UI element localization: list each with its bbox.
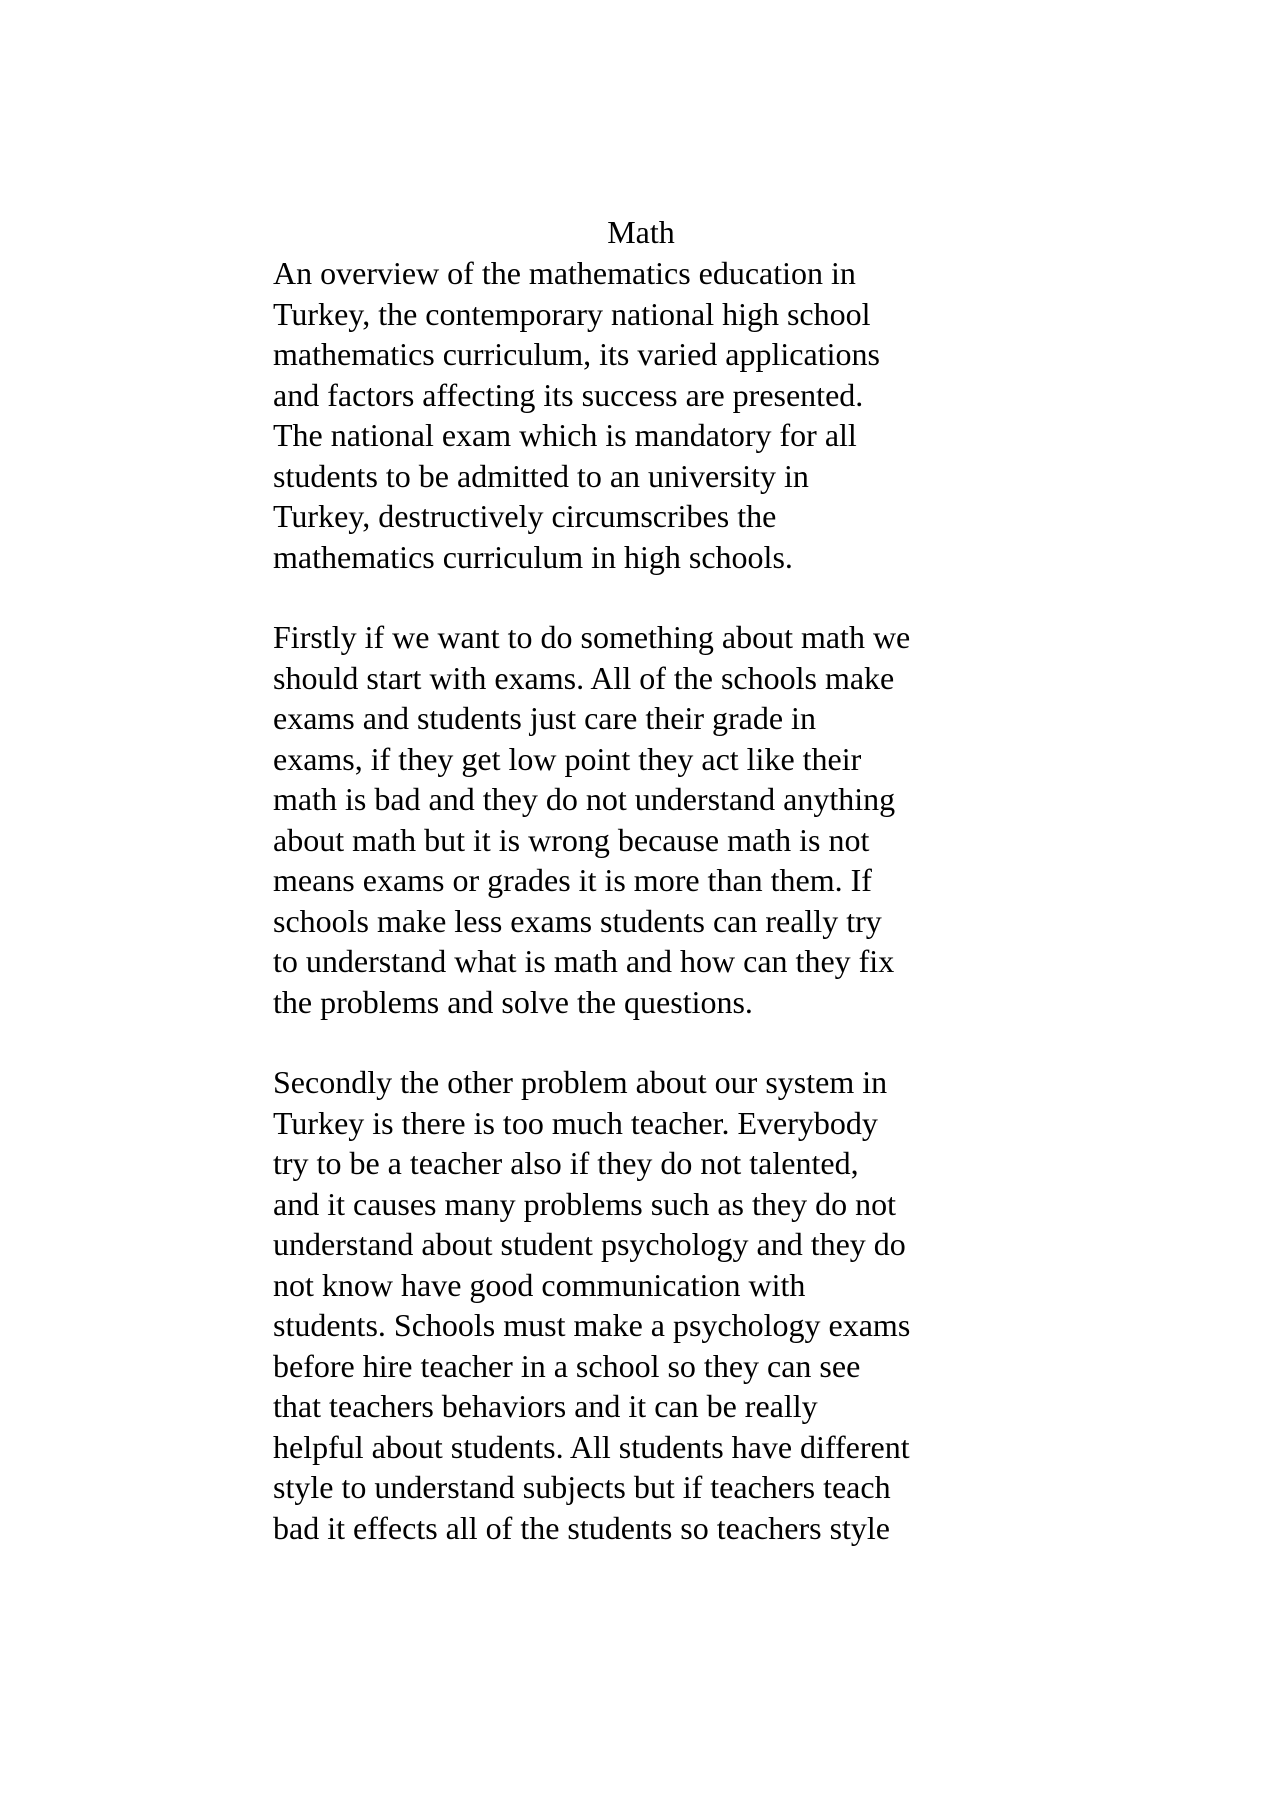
paragraph-spacer <box>273 1022 1013 1062</box>
text-line: and factors affecting its success are presented. <box>273 376 864 413</box>
text-line: Secondly the other problem about our system in <box>273 1064 888 1100</box>
text-line: exams and students just care their grade in <box>273 700 816 736</box>
paragraph-2 <box>273 617 1013 1022</box>
text-line: math is bad and they do not understand anything <box>273 781 896 817</box>
text-line: Turkey, the contemporary national high school <box>273 295 871 332</box>
text-line: schools make less exams students can really try <box>273 902 882 939</box>
text-line: helpful about students. All students have different <box>273 1428 910 1465</box>
text-line: students to be admitted to an university in <box>273 457 809 494</box>
document-body <box>273 211 1013 1548</box>
text-line: the problems and solve the questions. <box>273 983 753 1020</box>
text-line: Turkey, destructively circumscribes the <box>273 498 777 534</box>
text-line: try to be a teacher also if they do not talented, <box>273 1145 859 1181</box>
text-line: should start with exams. All of the schools make <box>273 659 895 696</box>
document-title: Math <box>607 214 675 250</box>
text-line: bad it effects all of the students so teachers style <box>273 1509 890 1546</box>
text-line: mathematics curriculum in high schools. <box>273 538 793 575</box>
text-line: students. Schools must make a psychology exams <box>273 1307 911 1343</box>
text-line: means exams or grades it is more than them. If <box>273 862 872 898</box>
text-line: The national exam which is mandatory for all <box>273 417 857 453</box>
text-line: about math but it is wrong because math is not <box>273 821 870 858</box>
text-line: Firstly if we want to do something about math we <box>273 619 911 655</box>
text-line: before hire teacher in a school so they can see <box>273 1347 861 1384</box>
text-line: and it causes many problems such as they do not <box>273 1185 896 1222</box>
text-line: style to understand subjects but if teachers teach <box>273 1469 891 1505</box>
text-line: to understand what is math and how can they fix <box>273 943 895 979</box>
text-line: not know have good communication with <box>273 1266 806 1303</box>
text-line: An overview of the mathematics education in <box>273 255 856 291</box>
text-line: mathematics curriculum, its varied applications <box>273 336 880 372</box>
text-line: Turkey is there is too much teacher. Everybody <box>273 1104 878 1141</box>
text-line: understand about student psychology and they do <box>273 1226 906 1262</box>
text-line: that teachers behaviors and it can be really <box>273 1388 818 1424</box>
paragraph-1 <box>273 253 1013 577</box>
paragraph-3 <box>273 1062 1013 1548</box>
paragraph-spacer <box>273 577 1013 617</box>
text-line: exams, if they get low point they act like their <box>273 740 862 777</box>
